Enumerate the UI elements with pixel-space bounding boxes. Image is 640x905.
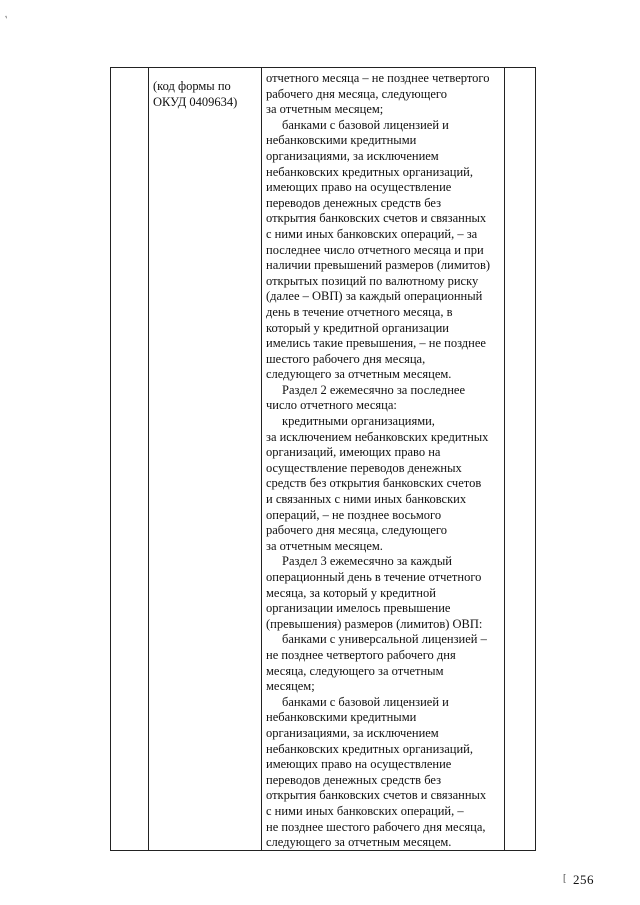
- text-line: который у кредитной организации: [266, 320, 449, 335]
- text-line: переводов денежных средств без: [266, 772, 442, 787]
- text-line: небанковскими кредитными: [266, 133, 417, 148]
- text-line: следующего за отчетным месяцем.: [266, 835, 452, 850]
- text-line: не позднее шестого рабочего дня месяца,: [266, 819, 486, 834]
- text-line: месяца, следующего за отчетным: [266, 663, 444, 678]
- text-line: рабочего дня месяца, следующего: [266, 86, 447, 101]
- text-line: Раздел 2 ежемесячно за последнее: [282, 382, 466, 397]
- text-line: за исключением небанковских кредитных: [266, 429, 489, 444]
- text-line: организациями, за исключением: [266, 148, 439, 163]
- text-line: организации имелось превышение: [266, 601, 451, 616]
- text-line: банками с универсальной лицензией –: [282, 632, 487, 647]
- text-line: наличии превышений размеров (лимитов): [266, 258, 491, 273]
- form-code-cell: (код формы по ОКУД 0409634): [153, 79, 238, 109]
- text-line: имеющих право на осуществление: [266, 757, 452, 772]
- text-line: организациями, за исключением: [266, 725, 439, 740]
- text-line: отчетного месяца – не позднее четвертого: [266, 71, 490, 85]
- text-line: имеющих право на осуществление: [266, 180, 452, 195]
- text-line: следующего за отчетным месяцем.: [266, 367, 452, 382]
- scan-corner-mark: ': [4, 13, 10, 27]
- text-line: Раздел 3 ежемесячно за каждый: [282, 554, 452, 569]
- text-line: небанковских кредитных организаций,: [266, 164, 473, 179]
- page-number: 256: [573, 872, 594, 887]
- text-line: месяца, за который у кредитной: [266, 585, 436, 600]
- text-line: шестого рабочего дня месяца,: [266, 351, 426, 366]
- text-line: имелись такие превышения, – не позднее: [266, 336, 486, 351]
- page-number-bracket: [: [563, 873, 567, 884]
- text-line: последнее число отчетного месяца и при: [266, 242, 484, 257]
- text-line: операций, – не позднее восьмого: [266, 507, 442, 522]
- text-line: с ними иных банковских операций, –: [266, 803, 464, 818]
- text-line: открытия банковских счетов и связанных: [266, 211, 487, 226]
- text-line: за отчетным месяцем.: [266, 538, 383, 553]
- text-line: (далее – ОВП) за каждый операционный: [266, 289, 483, 304]
- text-line: число отчетного месяца:: [266, 398, 397, 413]
- text-line: организаций, имеющих право на: [266, 445, 441, 460]
- column-divider-1: [148, 68, 149, 850]
- text-line: банками с базовой лицензией и: [282, 117, 449, 132]
- text-line: осуществление переводов денежных: [266, 460, 462, 475]
- text-line: банками с базовой лицензией и: [282, 694, 449, 709]
- column-divider-3: [504, 68, 505, 850]
- text-line: средств без открытия банковских счетов: [266, 476, 482, 491]
- text-line: и связанных с ними иных банковских: [266, 492, 467, 507]
- text-line: небанковскими кредитными: [266, 710, 417, 725]
- text-line: открытых позиций по валютному риску: [266, 273, 479, 288]
- reporting-deadlines-cell: [266, 71, 504, 851]
- text-line: рабочего дня месяца, следующего: [266, 523, 447, 538]
- text-line: за отчетным месяцем;: [266, 102, 384, 117]
- text-line: небанковских кредитных организаций,: [266, 741, 473, 756]
- requirements-table: [110, 67, 536, 851]
- text-line: с ними иных банковских операций, – за: [266, 226, 478, 241]
- text-line: не позднее четвертого рабочего дня: [266, 647, 456, 662]
- text-line: (превышения) размеров (лимитов) ОВП:: [266, 616, 483, 631]
- column-divider-2: [261, 68, 262, 850]
- text-line: операционный день в течение отчетного: [266, 570, 482, 584]
- text-line: переводов денежных средств без: [266, 195, 442, 210]
- text-line: месяцем;: [266, 679, 315, 694]
- text-line: день в течение отчетного месяца, в: [266, 304, 453, 319]
- text-line: кредитными организациями,: [282, 414, 435, 429]
- text-line: открытия банковских счетов и связанных: [266, 788, 487, 803]
